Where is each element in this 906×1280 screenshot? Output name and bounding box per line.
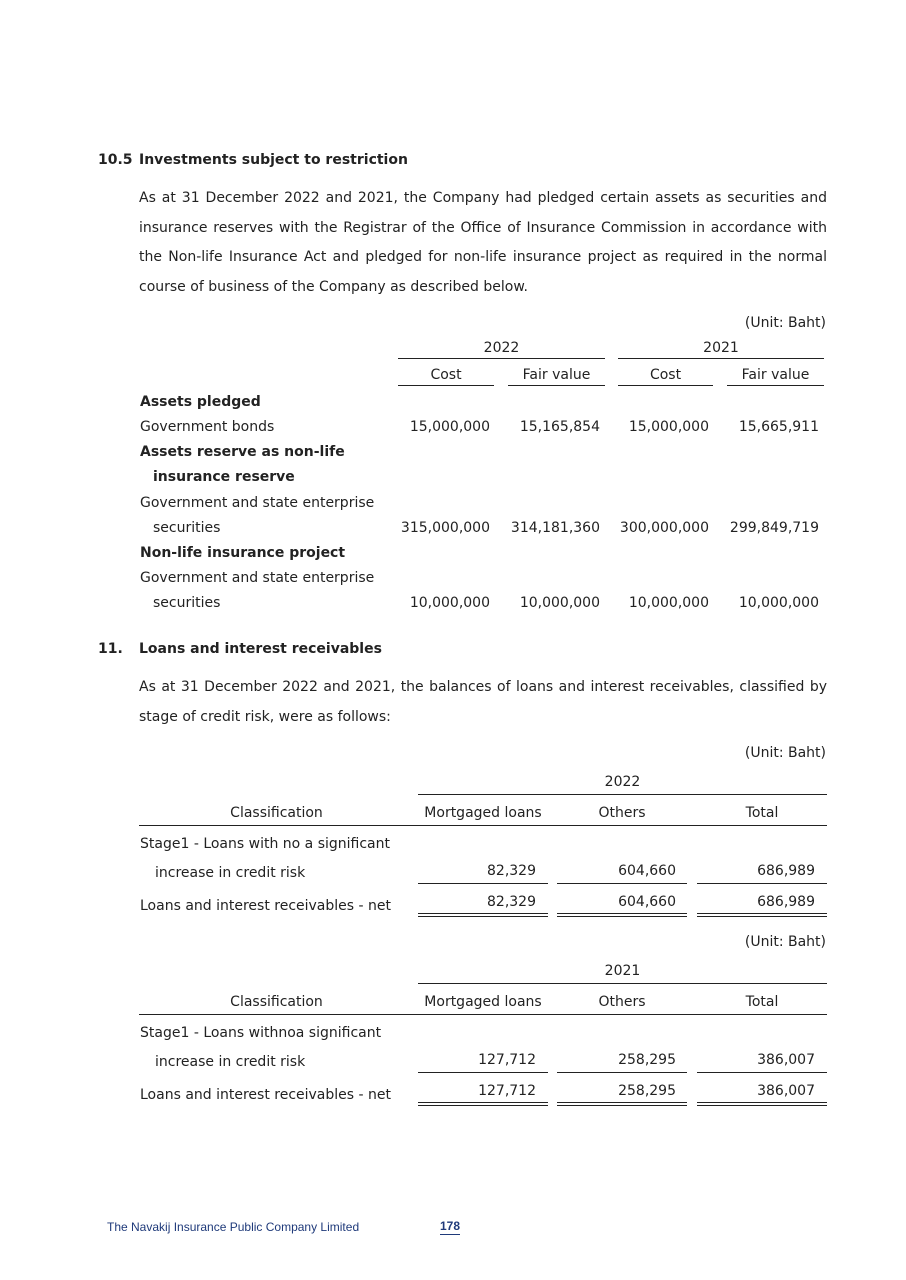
cell-value: 314,181,360 [510,520,600,536]
col-header-mortgaged-loans: Mortgaged loans [424,805,542,821]
unit-label: (Unit: Baht) [744,745,826,761]
double-underline [418,1102,548,1106]
col-header-others: Others [598,994,646,1010]
divider [508,385,605,386]
cell-value: 386,007 [757,1052,815,1068]
section-number: 11. [98,641,123,657]
divider [618,358,824,359]
col-header-fair-value: Fair value [522,367,591,383]
group-label: Non-life insurance project [140,545,346,561]
cell-value: 604,660 [618,863,676,879]
cell-value: 82,329 [487,894,536,910]
row-label: Stage1 - Loans with no a significant [140,836,390,852]
cell-value: 300,000,000 [619,520,709,536]
divider [139,825,827,826]
double-underline [557,913,687,917]
cell-value: 82,329 [487,863,536,879]
cell-value: 15,665,911 [738,419,819,435]
row-label: increase in credit risk [155,1054,306,1070]
row-label: Government and state enterprise [140,570,375,586]
col-header-others: Others [598,805,646,821]
col-header-mortgaged-loans: Mortgaged loans [424,994,542,1010]
cell-value: 127,712 [478,1052,536,1068]
cell-value: 10,000,000 [628,595,709,611]
divider [418,983,827,984]
divider [418,883,548,884]
group-label: insurance reserve [153,469,295,485]
cell-value: 15,000,000 [409,419,490,435]
cell-value: 10,000,000 [738,595,819,611]
divider [697,883,827,884]
cell-value: 258,295 [618,1083,676,1099]
section-title: Investments subject to restriction [139,152,408,168]
row-label: securities [153,595,221,611]
divider [418,794,827,795]
section-paragraph: As at 31 December 2022 and 2021, the Company had pledged certain assets as securities and insurance reserves with the Registrar of the Office of Insurance Commission in accordance with the Non-life Insurance Act and pledged for non-life insurance project as required in the normal course of business of the Company as described below. [139,190,827,295]
row-label: securities [153,520,221,536]
cell-value: 10,000,000 [519,595,600,611]
cell-value: 386,007 [757,1083,815,1099]
cell-value: 604,660 [618,894,676,910]
row-label: Stage1 - Loans withnoa significant [140,1025,382,1041]
year-header-2022: 2022 [483,340,520,356]
double-underline [697,913,827,917]
divider [697,1072,827,1073]
cell-value: 10,000,000 [409,595,490,611]
divider [398,358,605,359]
col-header-total: Total [745,994,779,1010]
col-header-cost: Cost [430,367,462,383]
section-title: Loans and interest receivables [139,641,382,657]
section-paragraph: As at 31 December 2022 and 2021, the balances of loans and interest receivables, classified by stage of credit risk, were as follows: [139,679,827,725]
cell-value: 686,989 [757,863,815,879]
footer-company-name: The Navakij Insurance Public Company Limited [107,1220,360,1234]
page-number: 178 [440,1219,461,1233]
row-label: Government bonds [140,419,275,435]
group-label: Assets pledged [140,394,261,410]
cell-value: 127,712 [478,1083,536,1099]
cell-value: 299,849,719 [729,520,819,536]
row-label: Loans and interest receivables - net [140,898,392,914]
row-label: increase in credit risk [155,865,306,881]
divider [557,1072,687,1073]
year-header-2021: 2021 [604,963,641,979]
cell-value: 15,165,854 [519,419,600,435]
cell-value: 258,295 [618,1052,676,1068]
divider [418,1072,548,1073]
row-label: Loans and interest receivables - net [140,1087,392,1103]
col-header-classification: Classification [230,805,323,821]
divider [618,385,713,386]
col-header-cost: Cost [649,367,682,383]
double-underline [418,913,548,917]
unit-label: (Unit: Baht) [744,934,826,950]
cell-value: 686,989 [757,894,815,910]
row-label: Government and state enterprise [140,495,375,511]
unit-label: (Unit: Baht) [744,315,826,331]
group-label: Assets reserve as non-life [140,444,345,460]
col-header-total: Total [745,805,779,821]
section-number: 10.5 [98,152,133,168]
year-header-2021: 2021 [703,340,739,356]
double-underline [557,1102,687,1106]
col-header-fair-value: Fair value [741,367,810,383]
year-header-2022: 2022 [604,774,641,790]
cell-value: 315,000,000 [400,520,490,536]
cell-value: 15,000,000 [628,419,709,435]
divider [139,1014,827,1015]
col-header-classification: Classification [230,994,323,1010]
divider [727,385,824,386]
double-underline [697,1102,827,1106]
divider [557,883,687,884]
divider [398,385,494,386]
